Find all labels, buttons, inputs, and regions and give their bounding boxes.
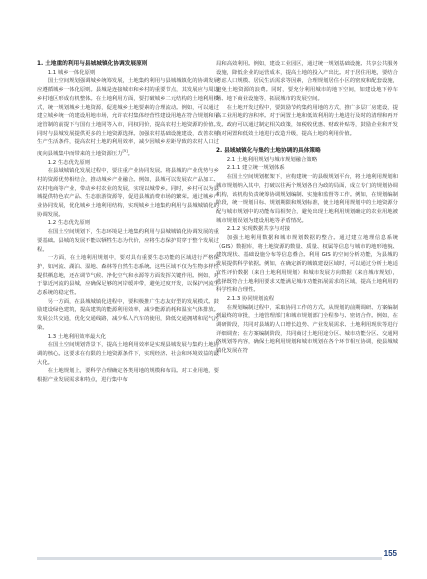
paragraph: 在土地开发过程中，要鼓励节约集约用地的方式，推广多层厂房建设，提高工业用地的容积率。对于闲置土地和低效利用的土地进行及时的清理和再开发。政府可以通过制定相关政策，如税收优惠、财政补贴等，鼓励企业和开发商对闲置和低效土地进行改造升级，提高土地的利用价值。 xyxy=(216,104,398,137)
subsection-heading-2-1: 2.1 土地利用规划与城市规划融合策略 xyxy=(226,156,318,163)
paragraph: 在土地规划上，要科学合理确定各类用地的规模和布局。对工业用地，要根据产业发展需求和特点，进行集中布 xyxy=(37,368,219,384)
paragraph: 在国土空间规划下，生态环境是土地集约利用与县城城镇化协调发展的重要基础。县城的发展不能以牺牲生态为代价，应将生态保护贯穿于整个发展过程。 xyxy=(37,229,219,253)
paragraph xyxy=(37,77,219,158)
paragraph: 在国土空间规划背景下，提高土地利用效率是实现县城发展与集约土地协调的核心。这要求在有限的土地资源条件下，实现经济、社会和环境效益的最大化。 xyxy=(37,342,219,366)
paragraph-end: 。 xyxy=(127,150,133,157)
paragraph: 局和高效利用。例如，建设工业园区，通过统一规划基础设施、共享公共服务设施，降低企业的运营成本，提高土地的投入产出比。对于居住用地，要结合考虑人口规模、居民生活需求等因素，合理规划居住小区的密度和配套设施，避免土地资源的浪费。同时，要充分利用城市的地下空间，如建设地下停车场、地下商业设施等，拓展城市的发展空间。 xyxy=(216,61,398,102)
paragraph: 在国土空间规划框架下，应构建统一的县级规划平台，将土地利用规划和城市规划纳入其中，打破以往两个规划各自为政的局面，成立专门的规划协调机构，该机构负责统筹协调规划编制、实施和监督等工作。例如，在规划编制阶段，统一规划目标、规划期限和规划标准，使土地利用规划中的土地资源分配与城市规划中的功能布局相契合，避免出现土地利用规划确定的农业用地被城市规划误划为建设用地等矛盾情况。 xyxy=(216,174,398,224)
subsection-heading-2-1-2: 2.1.2 实现数据共享与对接 xyxy=(226,226,291,233)
section-heading-2: 2. 县域城镇化与集约土地协调的具体策略 xyxy=(216,148,321,155)
section-heading-1: 1. 土地重的利用与县城城镇化协调发展原则 xyxy=(37,61,148,67)
section-spacer xyxy=(216,138,398,147)
paragraph: 另一方面，在县城城镇化进程中，要积极推广生态友好型的发展模式。鼓励建设绿色建筑，提高建筑的能源利用效率，减少能源消耗和温室气体排放。发展公共交通，优化交通线路，减少私人汽车的使用，降低交通拥堵和尾气污染。 xyxy=(37,298,219,331)
citation-reference: [5] xyxy=(122,149,128,154)
page-number: 155 xyxy=(383,549,397,558)
subsection-heading-2-1-3: 2.1.3 协同规划流程 xyxy=(226,295,275,302)
paragraph: 加强土地利用数据和城市规划数据的整合。通过建立地理信息系统（GIS）数据库，将土地资源的数量、质量、权属等信息与城市的地形地貌、建筑现状、基础设施分布等信息叠合。利用 GIS 的空间分析功能，为县城的发展提供科学依据。例如，在确定新的城镇建设区域时，可以通过分析土地适宜性评价数据（来自土地利用规划）和城市发展方向数据（来自城市规划），选择既符合土地利用要求又能满足城市功能拓展需求的区域，提高土地利用的科学性和合理性。 xyxy=(216,235,398,294)
paragraph-text: 国土空间规划强调城乡统筹发展，土地集约利用与县城城镇化的协调发展应遵循城乡一体化原则。县城是连接城市和乡村的重要节点，其发展应与周边乡村地区形成有机整体。在土地利用方面，要打破城乡二元结构的土地利用模式，统一规划城乡土地资源，促进城乡土地要素的合理流动。例如，可以通过建立城乡统一的建设用地市场，允许农村集体经营性建设用地在符合规划和用途管制的前提下与国有土地同等入市，同权同价，提高农村土地资源的价值。同时与县城发展提供更多的土地资源选择。加强农村基础设施建设，改善农村生产生活条件，提高农村土地的利用效率，减少因城乡差距导致的农村人口过度向县城集中而带来的土地资源压力 xyxy=(37,78,219,157)
paragraph: 在规划编制过程中，采取协同工作的方式。从规划的前期调研、方案编制到最终的审批，土地管理部门和城市规划部门全程参与、密切合作。例如，在调研阶段，共同对县域的人口增长趋势、产业发展需求、土地利用现状等进行详细调查；在方案编制阶段，共同商讨土地用途分区、城市功能分区、交通网络规划等内容，确保土地利用规划和城市规划在各个环节相互协调，使县城城镇化发展在符 xyxy=(216,304,398,355)
right-column xyxy=(216,60,398,356)
subsection-heading-1-3: 1.3 土地利用效率最大化 xyxy=(47,333,106,340)
subsection-heading-1-1: 1.1 城乡一体化原则 xyxy=(47,69,96,76)
subsection-heading-1-2: 1.2 生态优先原则 xyxy=(47,159,90,166)
paragraph: 一方面，在土地利用规划中，要对具有重要生态功能的区域进行严格保护，如河流、湖泊、湿地、森林等自然生态系统。这些区域不仅为生物多样性提供栖息地，还在调节气候、净化空气和水源等方面发挥关键作用。例如，对于靠近河流的县城，应确保足够的河岸缓冲带，避免过度开发，以保护河流生态系统的稳定性。 xyxy=(37,255,219,297)
subsection-heading-2-1-1: 2.1.1 建立统一规划体系 xyxy=(226,165,285,172)
paragraph: 在县域城镇化发展过程中，要注重产业协同发展。将县城的产业优势与乡村的资源优势相结合，推动城乡产业融合。例如，县城可以发展农产品加工、农村电商等产业，带动乡村农业的发展，实现以城带乡。同时，乡村可以为县城提供特色农产品、生态旅游资源等，促进县城消费市场的繁荣。通过城乡产业协同发展，优化城乡土地利用结构，实现城乡土地集约利用与县城城镇化的协调发展。 xyxy=(37,168,219,218)
footer-bar xyxy=(37,557,382,560)
left-column xyxy=(37,60,219,385)
subsection-heading-1-2b: 1.2 生态优先原则 xyxy=(47,220,90,227)
